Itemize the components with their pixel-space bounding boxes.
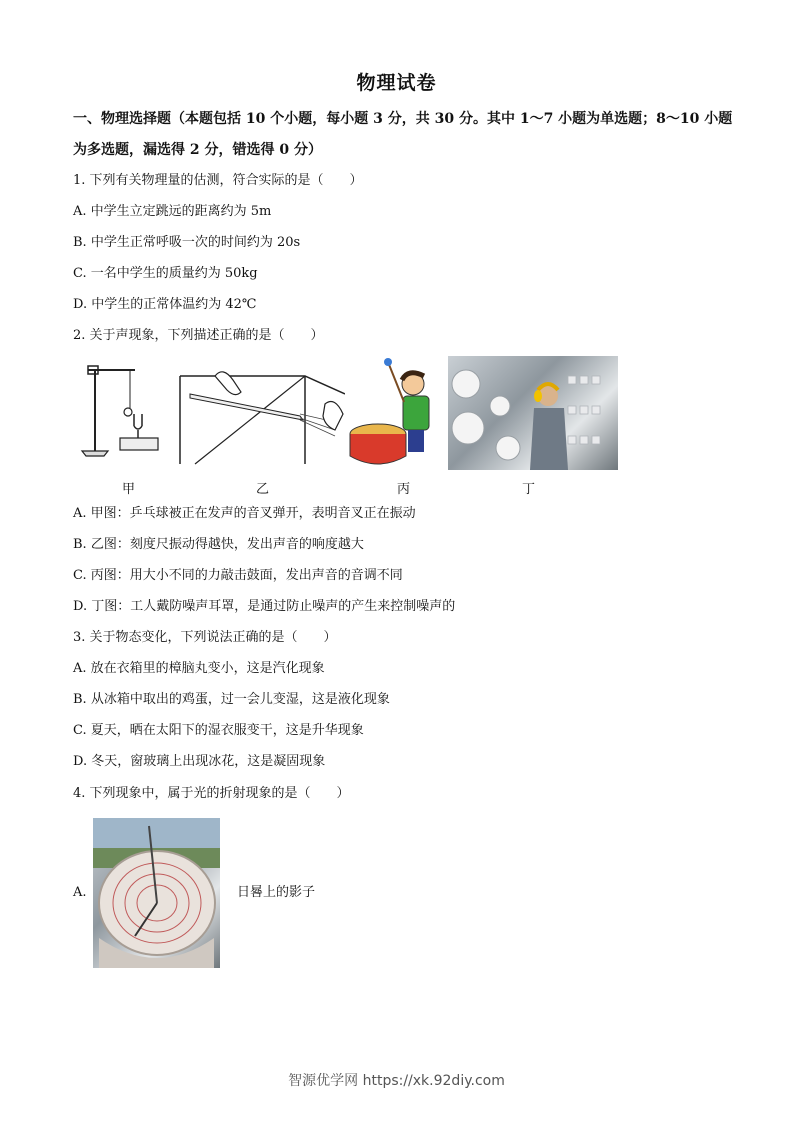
q1-option-d: D. 中学生的正常体温约为 42℃ [73, 297, 257, 312]
q4-stem: 4. 下列现象中，属于光的折射现象的是（ ） [73, 786, 350, 801]
section-heading: 一、物理选择题（本题包括 10 个小题，每小题 3 分，共 30 分。其中 1～7 小题为单选题；8～10 小题为多选题，漏选得 2 分，错选得 0 分） [73, 111, 733, 158]
q3-option-b: B. 从冰箱中取出的鸡蛋，过一会儿变湿，这是液化现象 [73, 692, 390, 707]
page-title: 物理试卷 [356, 72, 437, 94]
q3-option-c: C. 夏天，晒在太阳下的湿衣服变干，这是升华现象 [73, 723, 364, 738]
q2-option-b: B. 乙图：刻度尺振动得越快，发出声音的响度越大 [73, 537, 364, 552]
caption-yi: 乙 [256, 482, 270, 497]
q1-option-a: A. 中学生立定跳远的距离约为 5m [73, 204, 272, 219]
q3-option-a: A. 放在衣箱里的樟脑丸变小，这是汽化现象 [73, 661, 325, 676]
tuning-fork-figure [80, 356, 170, 466]
factory-worker-icon [448, 356, 618, 470]
caption-bing: 丙 [397, 482, 411, 497]
q2-option-d: D. 丁图：工人戴防噪声耳罩，是通过防止噪声的产生来控制噪声的 [73, 599, 456, 614]
drum-boy-figure [348, 356, 443, 474]
sundial-icon [93, 818, 220, 968]
q2-stem: 2. 关于声现象，下列描述正确的是（ ） [73, 328, 324, 343]
q1-stem: 1. 下列有关物理量的估测，符合实际的是（ ） [73, 173, 363, 188]
ruler-figure [175, 356, 345, 466]
q2-option-a: A. 甲图：乒乓球被正在发声的音叉弹开，表明音叉正在振动 [73, 506, 416, 521]
caption-jia: 甲 [122, 482, 136, 497]
q2-option-c: C. 丙图：用大小不同的力敲击鼓面，发出声音的音调不同 [73, 568, 403, 583]
q3-option-d: D. 冬天，窗玻璃上出现冰花，这是凝固现象 [73, 754, 326, 769]
q2-figures [80, 356, 620, 476]
q4-option-a-text: 日晷上的影子 [237, 885, 316, 900]
factory-worker-photo [448, 356, 618, 470]
q1-option-c: C. 一名中学生的质量约为 50kg [73, 266, 258, 281]
caption-ding: 丁 [522, 482, 536, 497]
footer-watermark: 智源优学网 https://xk.92diy.com [288, 1073, 505, 1089]
q3-stem: 3. 关于物态变化，下列说法正确的是（ ） [73, 630, 337, 645]
sundial-photo [93, 818, 220, 968]
q1-option-b: B. 中学生正常呼吸一次的时间约为 20s [73, 235, 301, 250]
q4-option-a-label: A. [73, 885, 87, 900]
